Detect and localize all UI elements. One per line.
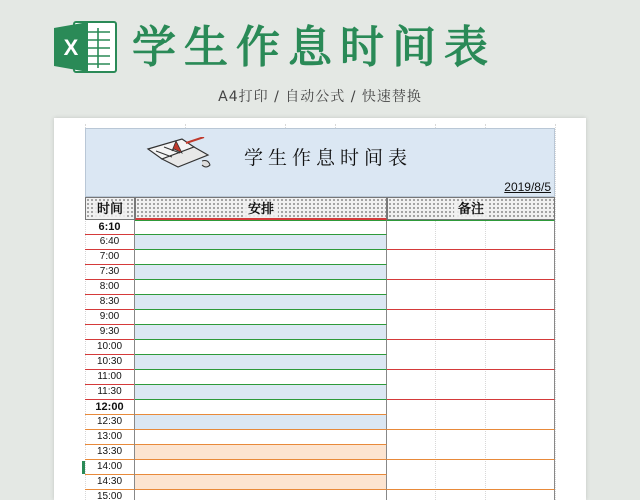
time-cell[interactable]: 13:30 (85, 445, 135, 460)
plan-cell[interactable] (135, 265, 387, 280)
table-row (85, 430, 387, 445)
plan-cell[interactable] (135, 295, 387, 310)
schedule-rows (85, 220, 387, 500)
plan-cell[interactable] (135, 415, 387, 430)
plan-cell[interactable] (135, 400, 387, 415)
time-cell[interactable]: 9:30 (85, 325, 135, 340)
time-cell[interactable]: 11:00 (85, 370, 135, 385)
plan-cell[interactable] (135, 250, 387, 265)
excel-logo-letter: X (63, 35, 79, 60)
note-cell[interactable] (387, 310, 555, 340)
table-row (85, 235, 387, 250)
table-row (85, 475, 387, 490)
column-header-note[interactable] (387, 197, 555, 220)
note-cell[interactable] (387, 460, 555, 490)
table-row (85, 400, 387, 415)
row-selection-marker (82, 461, 85, 474)
plan-cell[interactable] (135, 355, 387, 370)
note-cells (387, 220, 555, 500)
table-row (85, 415, 387, 430)
plan-cell[interactable] (135, 280, 387, 295)
plan-cell[interactable] (135, 325, 387, 340)
note-cell[interactable] (387, 280, 555, 310)
column-header-note-label: 备注 (454, 202, 488, 217)
time-cell[interactable]: 7:30 (85, 265, 135, 280)
column-guide (555, 124, 556, 500)
time-cell[interactable]: 14:30 (85, 475, 135, 490)
table-row (85, 370, 387, 385)
sheet-title: 学生作息时间表 (244, 147, 413, 169)
table-row (85, 460, 387, 475)
time-cell[interactable]: 15:00 (85, 490, 135, 500)
table-row (85, 220, 387, 235)
excel-logo-icon (52, 18, 118, 76)
banner (0, 0, 640, 118)
time-cell[interactable]: 10:30 (85, 355, 135, 370)
note-cell[interactable] (387, 340, 555, 370)
desk-papers-icon (142, 137, 214, 171)
page-subtitle: A4打印 / 自动公式 / 快速替换 (218, 89, 422, 105)
note-cell[interactable] (387, 250, 555, 280)
table-row (85, 490, 387, 500)
page-title: 学生作息时间表 (132, 22, 496, 73)
column-header-plan-label: 安排 (244, 202, 278, 217)
table-row (85, 355, 387, 370)
plan-cell[interactable] (135, 475, 387, 490)
table-row (85, 445, 387, 460)
note-cell[interactable] (387, 400, 555, 430)
table-row (85, 265, 387, 280)
note-cell[interactable] (387, 430, 555, 460)
table-row (85, 250, 387, 265)
plan-cell[interactable] (135, 445, 387, 460)
time-cell[interactable]: 7:00 (85, 250, 135, 265)
sheet-date[interactable]: 2019/8/5 (504, 180, 551, 194)
table-row (85, 340, 387, 355)
time-cell[interactable]: 13:00 (85, 430, 135, 445)
note-cell[interactable] (387, 490, 555, 500)
plan-cell[interactable] (135, 370, 387, 385)
time-cell[interactable]: 6:40 (85, 235, 135, 250)
column-header-time-label: 时间 (93, 202, 127, 217)
time-cell[interactable]: 8:00 (85, 280, 135, 295)
plan-cell[interactable] (135, 490, 387, 500)
time-cell[interactable]: 8:30 (85, 295, 135, 310)
table-row (85, 280, 387, 295)
spreadsheet[interactable] (54, 118, 586, 500)
plan-cell[interactable] (135, 235, 387, 250)
table-row (85, 325, 387, 340)
plan-cell[interactable] (135, 430, 387, 445)
time-cell[interactable]: 11:30 (85, 385, 135, 400)
plan-cell[interactable] (135, 310, 387, 325)
time-cell[interactable]: 9:00 (85, 310, 135, 325)
plan-cell[interactable] (135, 340, 387, 355)
note-cell[interactable] (387, 370, 555, 400)
time-cell[interactable]: 12:00 (85, 400, 135, 415)
sheet-header[interactable] (85, 128, 555, 197)
plan-cell[interactable] (135, 460, 387, 475)
note-cell[interactable] (387, 220, 555, 250)
time-cell[interactable]: 12:30 (85, 415, 135, 430)
time-cell[interactable]: 10:00 (85, 340, 135, 355)
column-header-time[interactable] (85, 197, 135, 220)
time-cell[interactable]: 6:10 (85, 220, 135, 235)
plan-cell[interactable] (135, 220, 387, 235)
plan-cell[interactable] (135, 385, 387, 400)
time-cell[interactable]: 14:00 (85, 460, 135, 475)
table-row (85, 310, 387, 325)
column-headers (85, 197, 555, 220)
column-header-plan[interactable] (135, 197, 387, 220)
table-row (85, 385, 387, 400)
table-row (85, 295, 387, 310)
